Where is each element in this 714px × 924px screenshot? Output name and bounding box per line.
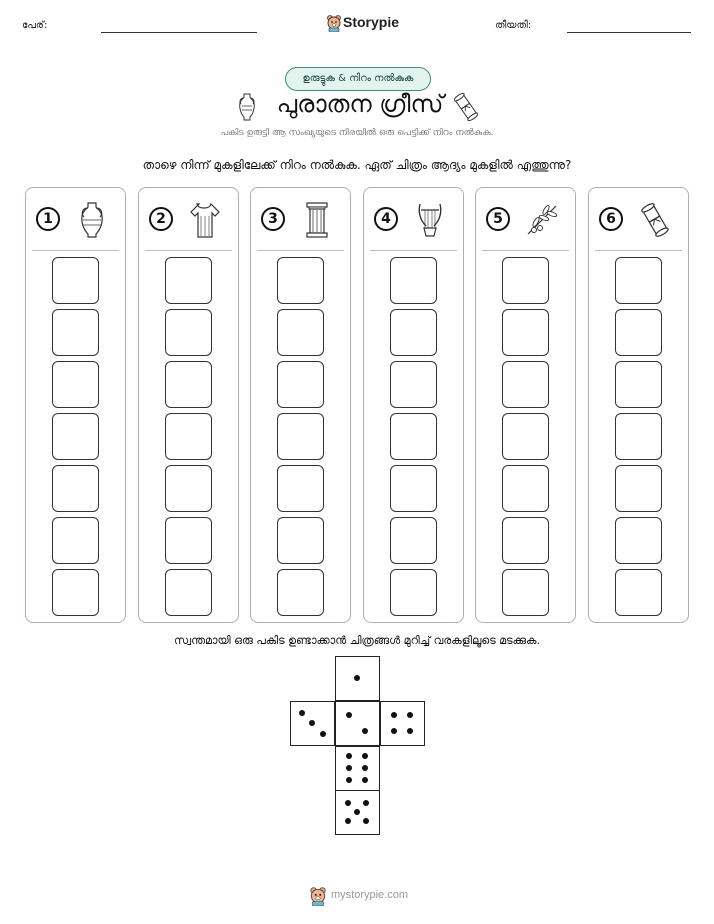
- color-box[interactable]: [615, 309, 662, 356]
- color-box[interactable]: [390, 257, 437, 304]
- color-box[interactable]: [390, 517, 437, 564]
- dice-pip: [363, 818, 369, 824]
- dice-pip: [363, 800, 369, 806]
- color-box[interactable]: [52, 517, 99, 564]
- dice-pip: [407, 712, 413, 718]
- dice-pip: [391, 712, 397, 718]
- page-subtitle: പകിട ഉരുട്ടി ആ സംഖ്യയുടെ നിരയിൽ ഒരു പെട്ടിക്ക് നിറം നൽകുക.: [220, 128, 494, 138]
- color-box[interactable]: [52, 569, 99, 616]
- color-box[interactable]: [277, 569, 324, 616]
- dice-face-3[interactable]: [290, 701, 335, 746]
- dice-pip: [299, 710, 305, 716]
- color-box[interactable]: [165, 413, 212, 460]
- dice-pip: [362, 765, 368, 771]
- dice-pip: [362, 777, 368, 783]
- color-box[interactable]: [502, 257, 549, 304]
- color-box[interactable]: [502, 361, 549, 408]
- dice-pip: [346, 712, 352, 718]
- column-divider: [257, 250, 344, 251]
- column-divider: [145, 250, 232, 251]
- color-box[interactable]: [277, 309, 324, 356]
- dice-pip: [391, 728, 397, 734]
- dice-pip: [362, 728, 368, 734]
- color-box[interactable]: [615, 569, 662, 616]
- column-icon: [299, 200, 335, 240]
- date-label: തീയതി:: [495, 20, 532, 31]
- column-number: 3: [261, 207, 285, 231]
- color-box[interactable]: [502, 517, 549, 564]
- scroll-icon: [454, 92, 478, 122]
- color-box[interactable]: [390, 309, 437, 356]
- footer-url[interactable]: mystorypie.com: [331, 889, 409, 901]
- dice-instruction: സ്വന്തമായി ഒരു പകിട ഉണ്ടാക്കാൻ ചിത്രങ്ങൾ മുറിച്ച് വരകളിലൂടെ മടക്കുക.: [174, 634, 540, 647]
- amphora-icon: [74, 200, 110, 240]
- column-divider: [595, 250, 682, 251]
- column-number: 4: [374, 207, 398, 231]
- color-box[interactable]: [277, 465, 324, 512]
- footer: [307, 886, 417, 906]
- color-box[interactable]: [52, 361, 99, 408]
- dice-face-1[interactable]: [335, 656, 380, 701]
- dice-pip: [354, 675, 360, 681]
- scroll-icon: [637, 200, 673, 240]
- color-box[interactable]: [52, 465, 99, 512]
- color-box[interactable]: [165, 465, 212, 512]
- color-box[interactable]: [165, 361, 212, 408]
- column-1: [25, 187, 126, 623]
- color-box[interactable]: [165, 517, 212, 564]
- olive-branch-icon: [524, 200, 560, 240]
- column-3: [250, 187, 351, 623]
- dice-pip: [345, 818, 351, 824]
- color-box[interactable]: [277, 257, 324, 304]
- color-box[interactable]: [277, 517, 324, 564]
- color-box[interactable]: [615, 361, 662, 408]
- color-box[interactable]: [502, 309, 549, 356]
- lyre-icon: [412, 200, 448, 240]
- storypie-bear-icon: [326, 14, 342, 32]
- tunic-icon: [187, 200, 223, 240]
- dice-pip: [346, 777, 352, 783]
- dice-pip: [320, 731, 326, 737]
- color-box[interactable]: [390, 413, 437, 460]
- column-5: [475, 187, 576, 623]
- date-line[interactable]: [567, 32, 691, 33]
- name-line[interactable]: [101, 32, 257, 33]
- name-label: പേര്:: [22, 20, 48, 31]
- color-box[interactable]: [390, 465, 437, 512]
- color-box[interactable]: [502, 465, 549, 512]
- dice-face-5[interactable]: [335, 790, 380, 835]
- activity-badge: ഉരുട്ടുക & നിറം നൽകുക: [285, 67, 431, 91]
- color-box[interactable]: [52, 257, 99, 304]
- dice-face-6[interactable]: [335, 746, 380, 791]
- dice-pip: [346, 753, 352, 759]
- column-number: 1: [36, 207, 60, 231]
- dice-pip: [345, 800, 351, 806]
- color-box[interactable]: [52, 413, 99, 460]
- brand-name: Storypie: [343, 14, 400, 30]
- color-box[interactable]: [165, 309, 212, 356]
- dice-pip: [346, 765, 352, 771]
- color-box[interactable]: [502, 569, 549, 616]
- color-box[interactable]: [165, 569, 212, 616]
- color-box[interactable]: [502, 413, 549, 460]
- dice-pip: [362, 753, 368, 759]
- color-box[interactable]: [390, 569, 437, 616]
- dice-pip: [354, 809, 360, 815]
- amphora-icon: [236, 92, 258, 122]
- column-divider: [482, 250, 569, 251]
- dice-face-4[interactable]: [380, 701, 425, 746]
- column-divider: [370, 250, 457, 251]
- dice-pip: [407, 728, 413, 734]
- dice-face-2[interactable]: [335, 701, 380, 746]
- column-2: [138, 187, 239, 623]
- color-box[interactable]: [615, 465, 662, 512]
- dice-pip: [309, 720, 315, 726]
- color-box[interactable]: [165, 257, 212, 304]
- color-box[interactable]: [277, 413, 324, 460]
- color-box[interactable]: [615, 413, 662, 460]
- column-divider: [32, 250, 119, 251]
- storypie-bear-icon: [309, 886, 327, 906]
- color-box[interactable]: [615, 257, 662, 304]
- color-box[interactable]: [390, 361, 437, 408]
- column-4: [363, 187, 464, 623]
- column-6: [588, 187, 689, 623]
- instruction-text: താഴെ നിന്ന് മുകളിലേക്ക് നിറം നൽകുക. ഏത് ചിത്രം ആദ്യം മുകളിൽ എത്തുന്നു?: [142, 158, 572, 172]
- column-number: 2: [149, 207, 173, 231]
- brand-logo: [326, 13, 400, 33]
- color-box[interactable]: [615, 517, 662, 564]
- column-number: 6: [599, 207, 623, 231]
- color-box[interactable]: [277, 361, 324, 408]
- column-number: 5: [486, 207, 510, 231]
- page-title: പുരാതന ഗ്രീസ്: [276, 90, 444, 118]
- color-box[interactable]: [52, 309, 99, 356]
